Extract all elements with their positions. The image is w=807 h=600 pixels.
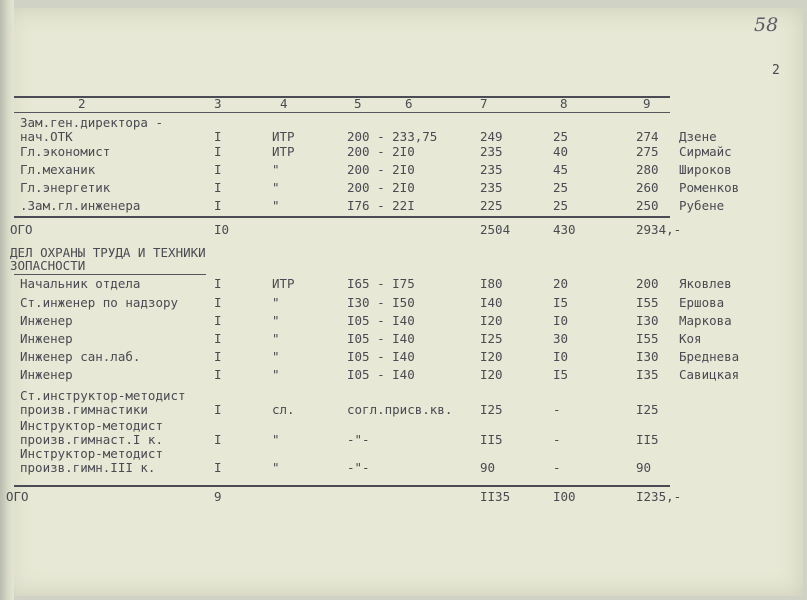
row-name: Инженер	[20, 367, 73, 382]
row-bonus: -	[553, 460, 561, 475]
row-quantity: I	[214, 313, 222, 328]
row-quantity: I	[214, 460, 222, 475]
row-quantity: I	[214, 349, 222, 364]
section1-total-sum: 2934,-	[636, 222, 682, 237]
row-category: ИТР	[272, 276, 295, 291]
row-total: 275	[636, 144, 659, 159]
row-category: "	[272, 367, 280, 382]
section2-title: ДЕЛ ОХРАНЫ ТРУДА И ТЕХНИКИ	[10, 245, 206, 260]
column-number: 6	[405, 96, 413, 111]
row-name: Инженер сан.лаб.	[20, 349, 141, 364]
row-bonus: 45	[553, 162, 569, 177]
row-bonus: 40	[553, 144, 569, 159]
row-person: Дзене	[679, 129, 717, 144]
row-person: Савицкая	[679, 367, 740, 382]
row-quantity: I	[214, 367, 222, 382]
column-number: 5	[354, 96, 362, 111]
section2-total-rule	[14, 485, 670, 487]
row-person: Сирмайс	[679, 144, 732, 159]
row-category: "	[272, 180, 280, 195]
row-quantity: I	[214, 276, 222, 291]
section2-title: ЗОПАСНОСТИ	[10, 258, 86, 273]
column-number: 7	[480, 96, 488, 111]
section1-total-salary: 2504	[480, 222, 511, 237]
header-bottom-rule	[14, 112, 670, 113]
row-bonus: -	[553, 432, 561, 447]
row-salary-range: 200 - 2I0	[347, 144, 415, 159]
section2-total-bonus: I00	[553, 489, 576, 504]
row-salary: I25	[480, 402, 503, 417]
row-total: 260	[636, 180, 659, 195]
row-total: 250	[636, 198, 659, 213]
row-total: I25	[636, 402, 659, 417]
row-person: Роменков	[679, 180, 740, 195]
row-salary-range: 200 - 233,75	[347, 129, 438, 144]
row-person: Рубене	[679, 198, 725, 213]
row-name: Ст.инструктор-методист	[20, 388, 186, 403]
row-category: ИТР	[272, 129, 295, 144]
row-quantity: I	[214, 295, 222, 310]
row-bonus: 20	[553, 276, 569, 291]
section2-total-sum: I235,-	[636, 489, 682, 504]
row-category: "	[272, 349, 280, 364]
row-person: Бреднева	[679, 349, 740, 364]
row-bonus: 25	[553, 198, 569, 213]
row-name: Гл.экономист	[20, 144, 111, 159]
section1-total-rule	[14, 216, 670, 218]
row-quantity: I	[214, 402, 222, 417]
row-salary: 235	[480, 180, 503, 195]
row-total: I55	[636, 295, 659, 310]
row-salary: 235	[480, 144, 503, 159]
row-salary: 90	[480, 460, 496, 475]
row-category: ИТР	[272, 144, 295, 159]
row-salary-range: I05 - I40	[347, 349, 415, 364]
row-person: Широков	[679, 162, 732, 177]
row-quantity: I	[214, 331, 222, 346]
row-category: "	[272, 331, 280, 346]
page-binding-edge	[0, 0, 14, 600]
row-name: произв.гимн.III к.	[20, 460, 156, 475]
row-salary-range: I05 - I40	[347, 331, 415, 346]
row-bonus: I0	[553, 313, 569, 328]
row-total: II5	[636, 432, 659, 447]
row-category: "	[272, 460, 280, 475]
row-person: Ершова	[679, 295, 725, 310]
row-total: 274	[636, 129, 659, 144]
row-salary-range: I65 - I75	[347, 276, 415, 291]
row-category: "	[272, 295, 280, 310]
row-salary-range: -"-	[347, 432, 370, 447]
row-total: I55	[636, 331, 659, 346]
row-category: "	[272, 432, 280, 447]
row-total: I30	[636, 313, 659, 328]
section2-total-label: ОГО	[6, 489, 29, 504]
row-category: "	[272, 162, 280, 177]
row-name: Гл.энергетик	[20, 180, 111, 195]
row-salary-range: 200 - 2I0	[347, 180, 415, 195]
row-name: Гл.механик	[20, 162, 96, 177]
row-salary: 249	[480, 129, 503, 144]
row-name: Инженер	[20, 331, 73, 346]
row-total: I35	[636, 367, 659, 382]
row-name: .Зам.гл.инженера	[20, 198, 141, 213]
row-person: Яковлев	[679, 276, 732, 291]
column-number: 3	[214, 96, 222, 111]
row-salary: I40	[480, 295, 503, 310]
row-salary-range: 200 - 2I0	[347, 162, 415, 177]
row-salary: II5	[480, 432, 503, 447]
column-number: 2	[78, 96, 86, 111]
row-name: Инструктор-методист	[20, 418, 163, 433]
row-name: Начальник отдела	[20, 276, 141, 291]
row-category: сл.	[272, 402, 295, 417]
table-top-rule	[14, 96, 670, 98]
row-salary: I20	[480, 349, 503, 364]
row-total: I30	[636, 349, 659, 364]
row-bonus: 30	[553, 331, 569, 346]
column-number: 9	[643, 96, 651, 111]
row-bonus: 25	[553, 129, 569, 144]
row-person: Коя	[679, 331, 702, 346]
row-name: Ст.инженер по надзору	[20, 295, 179, 310]
row-salary-range: -"-	[347, 460, 370, 475]
row-salary: I25	[480, 331, 503, 346]
row-name: нач.ОТК	[20, 129, 73, 144]
row-name: Инженер	[20, 313, 73, 328]
row-salary: 225	[480, 198, 503, 213]
row-category: "	[272, 198, 280, 213]
row-quantity: I	[214, 129, 222, 144]
row-bonus: I5	[553, 367, 569, 382]
row-bonus: I5	[553, 295, 569, 310]
row-salary-range: согл.присв.кв.	[347, 402, 453, 417]
row-salary: I20	[480, 367, 503, 382]
section1-total-bonus: 430	[553, 222, 576, 237]
row-total: 90	[636, 460, 652, 475]
row-salary-range: I05 - I40	[347, 313, 415, 328]
section2-title-underline	[14, 274, 206, 275]
row-quantity: I	[214, 432, 222, 447]
row-salary-range: I05 - I40	[347, 367, 415, 382]
row-quantity: I	[214, 144, 222, 159]
handwritten-page-number: 58	[754, 14, 779, 36]
row-bonus: I0	[553, 349, 569, 364]
row-name: произв.гимнастики	[20, 402, 148, 417]
section2-total-qty: 9	[214, 489, 222, 504]
typed-page-number: 2	[772, 63, 780, 78]
row-total: 280	[636, 162, 659, 177]
column-number: 4	[280, 96, 288, 111]
row-salary: I20	[480, 313, 503, 328]
row-salary: 235	[480, 162, 503, 177]
row-bonus: -	[553, 402, 561, 417]
column-number: 8	[560, 96, 568, 111]
row-total: 200	[636, 276, 659, 291]
row-salary-range: I76 - 22I	[347, 198, 415, 213]
row-quantity: I	[214, 198, 222, 213]
row-quantity: I	[214, 180, 222, 195]
row-salary: I80	[480, 276, 503, 291]
row-quantity: I	[214, 162, 222, 177]
row-name: Инструктор-методист	[20, 446, 163, 461]
section1-total-label: ОГО	[10, 222, 33, 237]
section1-total-qty: I0	[214, 222, 230, 237]
row-name: произв.гимнаст.I к.	[20, 432, 163, 447]
row-person: Маркова	[679, 313, 732, 328]
section2-total-salary: II35	[480, 489, 511, 504]
row-name: Зам.ген.директора -	[20, 115, 163, 130]
row-bonus: 25	[553, 180, 569, 195]
row-category: "	[272, 313, 280, 328]
row-salary-range: I30 - I50	[347, 295, 415, 310]
